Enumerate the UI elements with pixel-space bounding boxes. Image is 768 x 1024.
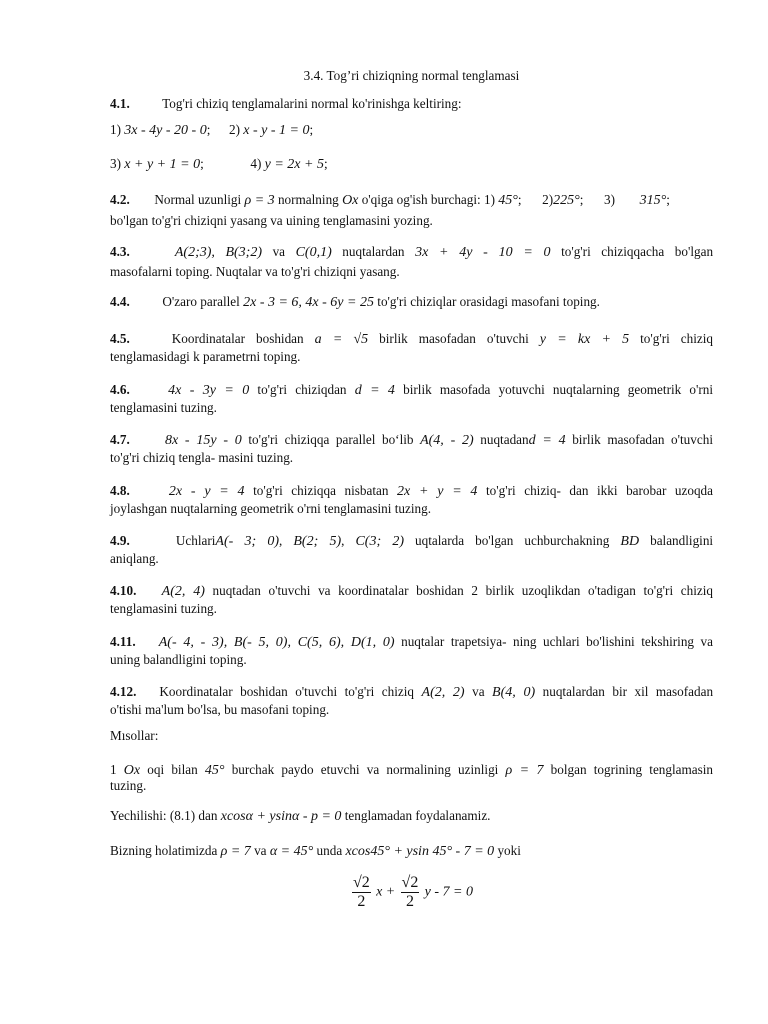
example-text-cont: tuzing. bbox=[110, 778, 147, 793]
item-label: 1) bbox=[110, 122, 121, 137]
problem-number: 4.7. bbox=[110, 432, 130, 447]
problem-number: 4.2. bbox=[110, 192, 130, 207]
problem-4-8 bbox=[110, 482, 713, 500]
conjunction: va bbox=[472, 684, 485, 699]
example-text: oqi bilan bbox=[147, 762, 198, 777]
problem-4-3 bbox=[110, 243, 713, 261]
case-line bbox=[110, 843, 521, 860]
point-a: A(2, 2) bbox=[421, 685, 465, 700]
problem-4-7 bbox=[110, 431, 713, 449]
fraction-numerator: √2 bbox=[401, 874, 419, 891]
problem-number: 4.10. bbox=[110, 583, 137, 598]
rho-value: ρ = 3 bbox=[244, 193, 275, 208]
equation: 3x + 4y - 10 = 0 bbox=[415, 245, 551, 260]
problem-4-1-items-row1 bbox=[110, 122, 313, 139]
problem-text: birlik masofadan o'tuvchi bbox=[379, 331, 529, 346]
item-label: 3) bbox=[110, 156, 121, 171]
problem-text: Koordinatalar boshidan bbox=[171, 331, 304, 346]
point-b: B(4, 0) bbox=[492, 685, 536, 700]
segment-bd: BD bbox=[620, 534, 640, 549]
equation: 4x - 3y = 0 bbox=[168, 383, 250, 398]
example-number: 1 bbox=[110, 762, 117, 777]
separator: ; bbox=[323, 156, 328, 171]
problem-text: Normal uzunligi bbox=[154, 192, 242, 207]
alpha-value: α = 45° bbox=[269, 844, 314, 859]
problem-text: Tog'ri chiziq tenglamalarini normal ko'rinishga keltiring: bbox=[162, 96, 462, 111]
point-a: A(2;3), bbox=[174, 245, 215, 260]
equation: 3x - 4y - 20 - 0 bbox=[124, 123, 207, 138]
point-a: A(4, - 2) bbox=[420, 433, 474, 448]
problem-number: 4.12. bbox=[110, 684, 137, 699]
problem-text-cont: uning balandligini toping. bbox=[110, 652, 247, 667]
final-equation bbox=[350, 874, 473, 911]
point-a: A(2, 4) bbox=[161, 584, 205, 599]
example-text: bolgan togrining tenglamasin bbox=[550, 762, 714, 777]
problem-text-cont: joylashgan nuqtalarning geometrik o'rni tenglamasini tuzing. bbox=[110, 501, 432, 516]
equation-term: y - 7 = 0 bbox=[424, 884, 473, 900]
angle-value: 225° bbox=[553, 193, 580, 208]
problem-4-1 bbox=[110, 95, 713, 112]
case-text: yoki bbox=[497, 843, 521, 858]
equation: y = kx + 5 bbox=[539, 332, 630, 347]
example-text: burchak paydo etuvchi va normalining uzinligi bbox=[231, 762, 499, 777]
problem-number: 4.3. bbox=[110, 244, 130, 259]
separator: ; bbox=[200, 156, 204, 171]
problem-text: to'g'ri chiziqqa nisbatan bbox=[253, 483, 389, 498]
problem-text-cont: tenglamasini tuzing. bbox=[110, 400, 217, 415]
problem-text: Koordinatalar boshidan o'tuvchi to'g'ri chiziq bbox=[159, 684, 415, 699]
case-text: unda bbox=[316, 843, 343, 858]
separator: ; bbox=[579, 192, 584, 207]
problem-text: Uchlari bbox=[175, 533, 216, 548]
problem-text: to'g'ri chiziqqa parallel bo‘lib bbox=[248, 432, 414, 447]
distance-a: a = √5 bbox=[314, 332, 369, 347]
point-a: A(- 3; 0) bbox=[215, 534, 280, 549]
item-label: 2) bbox=[228, 122, 240, 137]
point-b: B(3;2) bbox=[225, 245, 263, 260]
problem-4-1-items-row2 bbox=[110, 156, 328, 173]
normal-equation: xcosα + ysinα - p = 0 bbox=[220, 809, 342, 824]
conjunction: va bbox=[254, 843, 267, 858]
separator: ; bbox=[206, 122, 211, 137]
fraction-numerator: √2 bbox=[353, 874, 370, 891]
problem-number: 4.9. bbox=[110, 533, 130, 548]
fraction-denominator: 2 bbox=[405, 893, 414, 910]
problem-text: to'g'ri chiziqqacha bo'lgan bbox=[561, 244, 714, 259]
problem-4-4 bbox=[110, 294, 600, 311]
separator: ; bbox=[666, 192, 670, 207]
separator: , bbox=[341, 533, 345, 548]
problem-number: 4.6. bbox=[110, 382, 130, 397]
problem-text: O'zaro parallel bbox=[162, 294, 240, 309]
case-text: Bizning holatimizda bbox=[110, 843, 218, 858]
problem-number: 4.11. bbox=[110, 634, 136, 649]
equation: 2x + y = 4 bbox=[397, 484, 478, 499]
problem-number: 4.8. bbox=[110, 483, 130, 498]
trapezoid-points: A(- 4, - 3), B(- 5, 0), C(5, 6), D(1, 0) bbox=[158, 635, 395, 650]
point-b: B(2; 5) bbox=[293, 534, 342, 549]
separator: , bbox=[279, 533, 283, 548]
problem-text-cont: to'g'ri chiziq tengla- masini tuzing. bbox=[110, 450, 294, 465]
equation: 8x - 15y - 0 bbox=[164, 433, 242, 448]
problem-text: nuqtadan bbox=[480, 432, 529, 447]
ox-axis: Ox bbox=[123, 763, 141, 778]
item-label: 3) bbox=[604, 192, 616, 207]
problem-text: birlik masofada yotuvchi nuqtalarning geometrik o'rni bbox=[403, 382, 714, 397]
problem-4-5 bbox=[110, 330, 713, 348]
problem-4-11 bbox=[110, 633, 713, 651]
problem-text-cont: bo'lgan to'g'ri chiziqni yasang va uining tenglamasini yozing. bbox=[110, 213, 433, 228]
problem-text: birlik masofadan o'tuvchi bbox=[572, 432, 713, 447]
equation: 2x - y = 4 bbox=[168, 484, 245, 499]
problem-text: nuqtalardan bbox=[342, 244, 405, 259]
substituted-equation: xcos45° + ysin 45° - 7 = 0 bbox=[345, 844, 495, 859]
point-c: C(3; 2) bbox=[355, 534, 404, 549]
item-label: 2) bbox=[542, 192, 554, 207]
problem-text: o'qiga og'ish burchagi: 1) bbox=[361, 192, 495, 207]
solution-text: tenglamadan foydalanamiz. bbox=[344, 808, 491, 823]
distance-d: d = 4 bbox=[354, 383, 395, 398]
problem-4-10 bbox=[110, 582, 713, 600]
rho-value: ρ = 7 bbox=[220, 844, 251, 859]
separator: ; bbox=[309, 122, 314, 137]
problem-text-cont: tenglamasini tuzing. bbox=[110, 601, 217, 616]
problem-text: nuqtalar trapetsiya- ning uchlari bo'lishini tekshiring va bbox=[401, 634, 713, 649]
problem-text: to'g'ri chiziqlar orasidagi masofani toping. bbox=[377, 294, 600, 309]
problem-text: to'g'ri chiziqdan bbox=[257, 382, 347, 397]
problem-text-cont: o'tishi ma'lum bo'lsa, bu masofani toping. bbox=[110, 702, 330, 717]
fraction bbox=[401, 874, 420, 911]
problem-4-6 bbox=[110, 381, 713, 399]
problem-text: uqtalarda bo'lgan uchburchakning bbox=[415, 533, 610, 548]
problem-text: nuqtadan o'tuvchi va koordinatalar boshidan 2 birlik uzoqlikdan o'tadigan to'g'ri chiziq bbox=[212, 583, 713, 598]
examples-heading: Mısollar: bbox=[110, 728, 159, 743]
problem-text: normalning bbox=[277, 192, 339, 207]
problem-number: 4.1. bbox=[110, 96, 130, 111]
problem-text: to'g'ri chiziq- dan ikki barobar uzoqda bbox=[486, 483, 713, 498]
angle-value: 45° bbox=[498, 193, 518, 208]
angle-value: 45° bbox=[204, 763, 225, 778]
point-c: C(0,1) bbox=[295, 245, 332, 260]
equation-term: x + bbox=[376, 884, 396, 900]
item-label: 4) bbox=[250, 156, 262, 171]
problem-text-cont: tenglamasidagi k parametrni toping. bbox=[110, 349, 301, 364]
problem-text: nuqtalardan bir xil masofadan bbox=[542, 684, 714, 699]
problem-number: 4.5. bbox=[110, 331, 130, 346]
solution-text: Yechilishi: (8.1) dan bbox=[110, 808, 218, 823]
angle-value: 315° bbox=[639, 193, 667, 208]
problem-4-12 bbox=[110, 683, 713, 701]
fraction bbox=[352, 874, 371, 911]
problem-number: 4.4. bbox=[110, 294, 130, 309]
conjunction: va bbox=[272, 244, 286, 259]
equation: y = 2x + 5 bbox=[264, 157, 324, 172]
problem-4-9 bbox=[110, 532, 713, 550]
equation: x + y + 1 = 0 bbox=[124, 157, 201, 172]
problem-text: to'g'ri chiziq bbox=[640, 331, 714, 346]
equation: x - y - 1 = 0 bbox=[243, 123, 310, 138]
problem-text-cont: aniqlang. bbox=[110, 551, 159, 566]
rho-value: ρ = 7 bbox=[505, 763, 544, 778]
fraction-denominator: 2 bbox=[357, 893, 366, 910]
problem-text-cont: masofalarni toping. Nuqtalar va to'g'ri chiziqni yasang. bbox=[110, 264, 400, 279]
section-title: 3.4. Tog’ri chiziqning normal tenglamasi bbox=[303, 68, 520, 83]
problem-text: balandligini bbox=[650, 533, 714, 548]
distance-d: d = 4 bbox=[528, 433, 566, 448]
ox-axis: Ox bbox=[342, 193, 359, 208]
problem-4-2 bbox=[110, 192, 713, 209]
equation: 2x - 3 = 6, 4x - 6y = 25 bbox=[243, 295, 374, 310]
solution-line bbox=[110, 808, 490, 825]
separator: ; bbox=[517, 192, 522, 207]
